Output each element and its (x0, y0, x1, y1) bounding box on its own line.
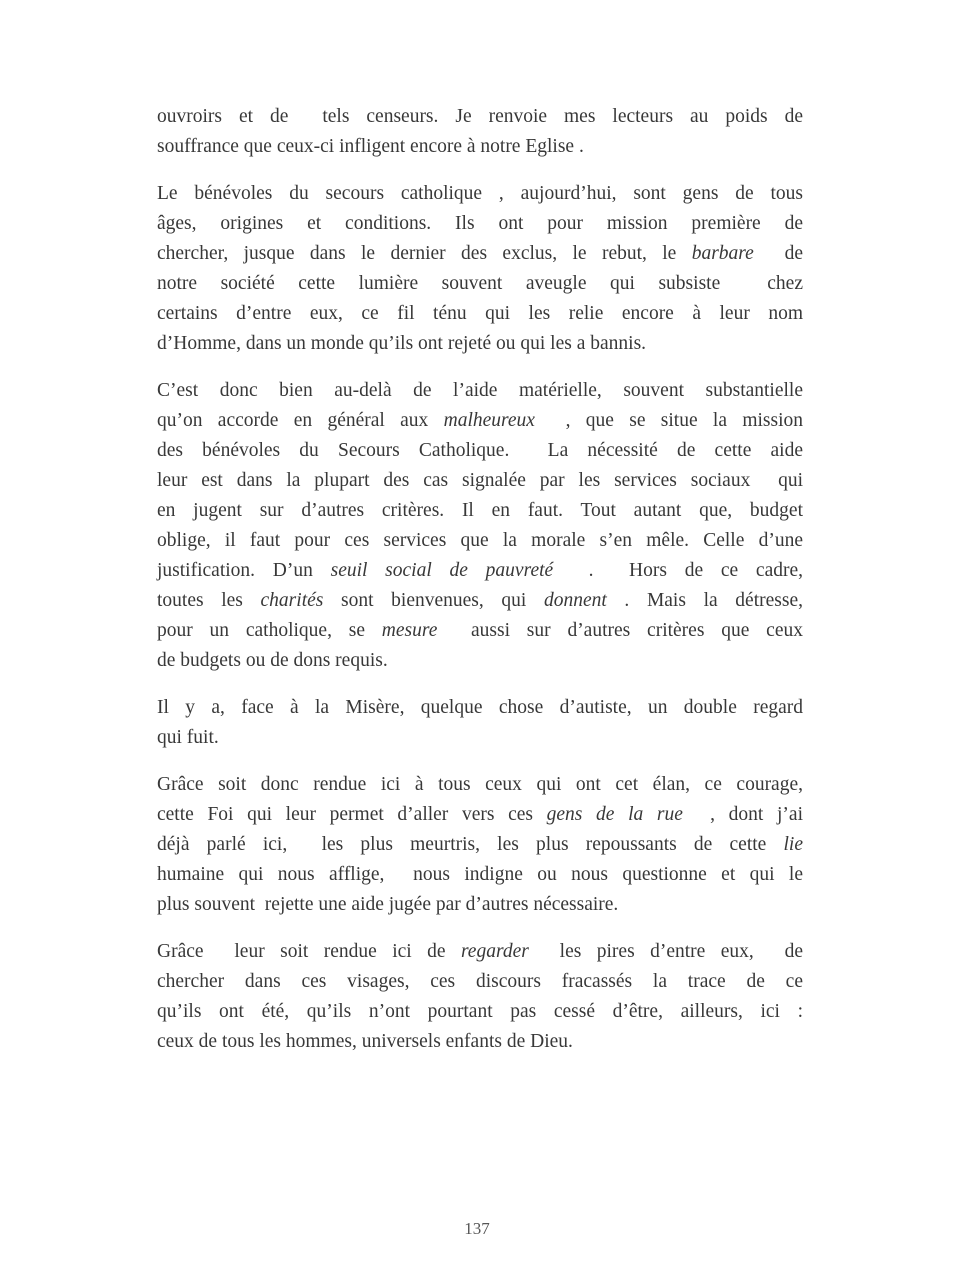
paragraph (157, 102, 803, 162)
paragraph (157, 693, 803, 753)
text-line: déjà parlé ici, les plus meurtris, les plus repoussants de cette lie (157, 834, 803, 855)
text-line: qu’on accorde en général aux malheureux , que se situe la mission (157, 410, 803, 431)
paragraph (157, 770, 803, 920)
text-line: pour un catholique, se mesure aussi sur d’autres critères que ceux (157, 620, 803, 641)
text-line: ceux de tous les hommes, universels enfants de Dieu. (157, 1031, 573, 1052)
text-line: C’est donc bien au-delà de l’aide matérielle, souvent substantielle (157, 380, 803, 401)
text-line: Grâce soit donc rendue ici à tous ceux qui ont cet élan, ce courage, (157, 774, 803, 795)
text-line: humaine qui nous afflige, nous indigne ou nous questionne et qui le (157, 864, 803, 885)
page-number: 137 (464, 1219, 490, 1238)
text-line: cette Foi qui leur permet d’aller vers ces gens de la rue , dont j’ai (157, 804, 803, 825)
text-line: ouvroirs et de tels censeurs. Je renvoie mes lecteurs au poids de (157, 106, 803, 127)
paragraph (157, 179, 803, 359)
text-line: leur est dans la plupart des cas signalée par les services sociaux qui (157, 470, 803, 491)
text-line: souffrance que ceux-ci infligent encore à notre Eglise . (157, 136, 584, 157)
text-line: certains d’entre eux, ce fil ténu qui les relie encore à leur nom (157, 303, 803, 324)
text-line: d’Homme, dans un monde qu’ils ont rejeté ou qui les a bannis. (157, 333, 647, 354)
text-line: Il y a, face à la Misère, quelque chose d’autiste, un double regard (157, 697, 803, 718)
paragraph (157, 376, 803, 676)
text-line: Le bénévoles du secours catholique , aujourd’hui, sont gens de tous (157, 183, 803, 204)
text-line: notre société cette lumière souvent aveugle qui subsiste chez (157, 273, 803, 294)
text-line: oblige, il faut pour ces services que la morale s’en mêle. Celle d’une (157, 530, 803, 551)
text-line: âges, origines et conditions. Ils ont pour mission première de (157, 213, 803, 234)
text-line: plus souvent rejette une aide jugée par d’autres nécessaire. (157, 894, 619, 915)
paragraph (157, 937, 803, 1057)
text-line: justification. D’un seuil social de pauvreté . Hors de ce cadre, (157, 560, 804, 581)
text-line: des bénévoles du Secours Catholique. La nécessité de cette aide (157, 440, 803, 461)
text-block (157, 102, 803, 1074)
text-line: en jugent sur d’autres critères. Il en faut. Tout autant que, budget (157, 500, 803, 521)
text-line: toutes les charités sont bienvenues, qui donnent . Mais la détresse, (157, 590, 803, 611)
text-line: de budgets ou de dons requis. (157, 650, 388, 671)
text-line: qu’ils ont été, qu’ils n’ont pourtant pas cessé d’être, ailleurs, ici : (157, 1001, 803, 1022)
text-line: Grâce leur soit rendue ici de regarder les pires d’entre eux, de (157, 941, 803, 962)
text-line: chercher dans ces visages, ces discours fracassés la trace de ce (157, 971, 803, 992)
text-line: qui fuit. (157, 727, 219, 748)
text-line: chercher, jusque dans le dernier des exclus, le rebut, le barbare de (157, 243, 803, 264)
